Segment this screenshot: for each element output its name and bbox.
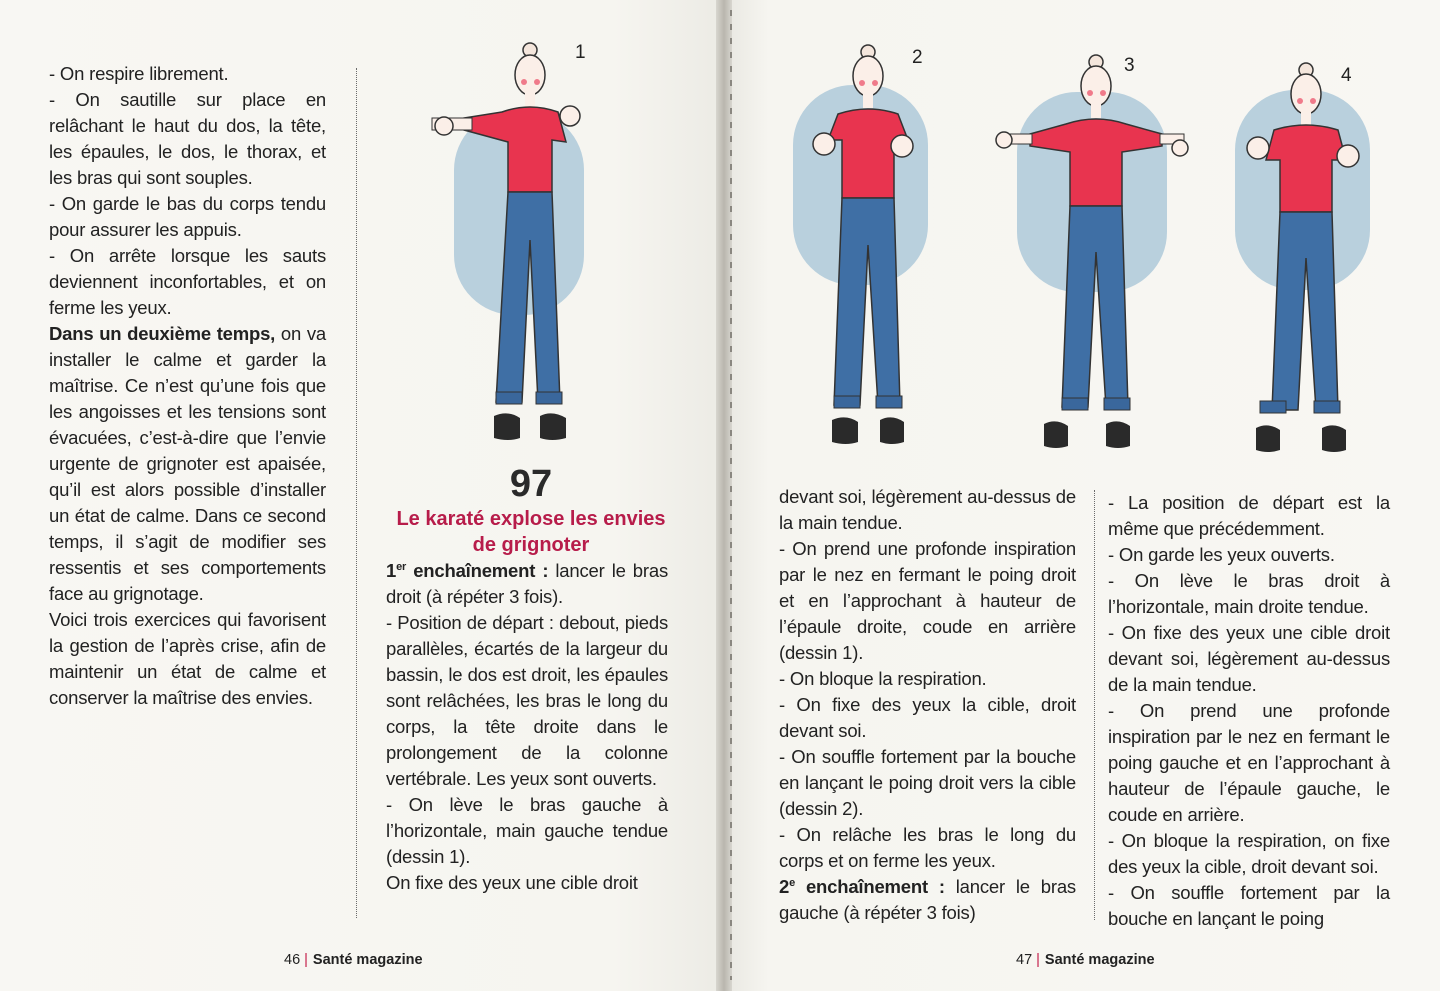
right-column-text-2 (1108, 490, 1390, 932)
footer-separator: | (1036, 952, 1040, 968)
column-divider-left (356, 68, 357, 918)
figure-number-3: 3 (1124, 55, 1135, 76)
paragraph: devant soi, légèrement au-dessus de la main tendue. (779, 486, 1076, 533)
magazine-name: Santé magazine (1044, 952, 1155, 968)
page-footer-left (284, 952, 423, 968)
paragraph: - On lève le bras droit à l’horizontale, main droite tendue. (1108, 570, 1390, 617)
paragraph: - On prend une profonde inspiration par le nez en fermant le poing gauche et en l’approchant à hauteur de l’épaule gauche, le coude en arrière. (1108, 700, 1390, 825)
left-column-text (49, 61, 326, 711)
paragraph: - Position de départ : debout, pieds parallèles, écartés de la largeur du bassin, le dos est droit, les épaules sont relâchées, les bras le long du corps, la tête droite dans le prolongement de la colonne vertébrale. Les yeux sont ouverts. (386, 612, 668, 789)
paragraph: - On relâche les bras le long du corps et on ferme les yeux. (779, 824, 1076, 871)
paragraph: - La position de départ est la même que précédemment. (1108, 492, 1390, 539)
page-footer-right (1016, 952, 1155, 968)
bold-lead: Dans un deuxième temps, (49, 323, 276, 344)
paragraph: - On fixe des yeux la cible, droit devant soi. (779, 694, 1076, 741)
paragraph: - On bloque la respiration. (779, 668, 987, 689)
exercise-title: Le karaté explose les envies de grignoter (396, 508, 666, 556)
paragraph: - On lève le bras gauche à l’horizontale, main gauche tendue (dessin 1). (386, 794, 668, 867)
figure-number-2: 2 (912, 47, 923, 68)
sequence-lead: 1er enchaînement : lancer le bras droit (à répéter 3 fois). (386, 560, 668, 607)
illustration-figure-3 (992, 52, 1192, 462)
paragraph: - On garde les yeux ouverts. (1108, 544, 1335, 565)
paragraph: - On fixe des yeux une cible droit devant soi, légèrement au-dessus de la main tendue. (1108, 622, 1390, 695)
paragraph: Voici trois exercices qui favorisent la gestion de l’après crise, afin de maintenir un état de calme et conserver la maîtrise des envies. (49, 609, 326, 708)
figure-number-1: 1 (575, 42, 586, 63)
paragraph: - On prend une profonde inspiration par le nez en fermant le poing droit et en l’approchant à hauteur de l’épaule droite, coude en arrière (dessin 1). (779, 538, 1076, 663)
magazine-name: Santé magazine (312, 952, 423, 968)
page-number: 46 (284, 952, 301, 968)
illustration-figure-1 (424, 30, 594, 460)
exercise-number: 97 (509, 463, 553, 505)
illustration-figure-2 (788, 40, 938, 460)
paragraph: - On sautille sur place en relâchant le haut du dos, la tête, les épaules, le dos, le thorax, et les bras qui sont souples. (49, 89, 326, 188)
center-column-text (386, 558, 668, 896)
footer-separator: | (304, 952, 308, 968)
paragraph: On fixe des yeux une cible droit (386, 872, 638, 893)
sequence-lead: 2e enchaînement : lancer le bras gauche (à répéter 3 fois) (779, 876, 1076, 923)
illustration-figure-4 (1230, 60, 1380, 465)
paragraph: - On souffle fortement par la bouche en lançant le poing droit vers la cible (dessin 2). (779, 746, 1076, 819)
column-divider-right (1094, 490, 1095, 920)
paragraph: - On bloque la respiration, on fixe des yeux la cible, droit devant soi. (1108, 830, 1390, 877)
paragraph: Dans un deuxième temps, on va installer le calme et garder la maîtrise. Ce n’est qu’une fois que les angoisses et les tensions sont évacuées, c’est-à-dire que l’envie urgente de grignoter est apaisée, qu’il est alors possible d’installer un état de calme. Dans ce second temps, il s’agit de modifier ses ressentis et ses comportements face au grignotage. (49, 323, 326, 604)
binding-stitch (730, 10, 732, 980)
paragraph: - On garde le bas du corps tendu pour assurer les appuis. (49, 193, 326, 240)
paragraph: - On arrête lorsque les sauts deviennent inconfortables, et on ferme les yeux. (49, 245, 326, 318)
paragraph: - On souffle fortement par la bouche en lançant le poing (1108, 882, 1390, 929)
right-column-text-1 (779, 484, 1076, 926)
figure-number-4: 4 (1341, 65, 1352, 86)
paragraph: - On respire librement. (49, 63, 229, 84)
page-number: 47 (1016, 952, 1033, 968)
